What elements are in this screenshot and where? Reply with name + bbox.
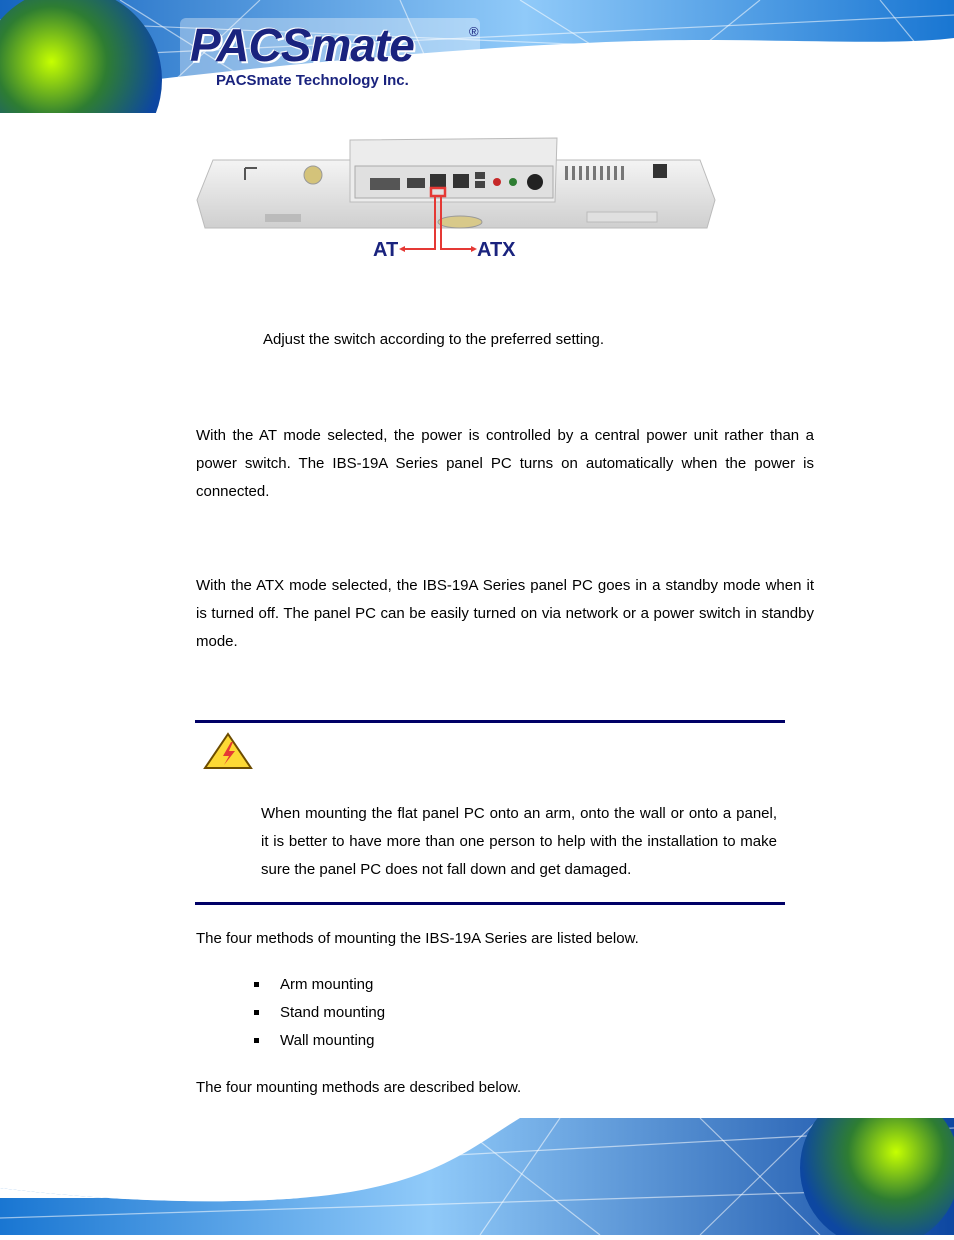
at-mode-paragraph: With the AT mode selected, the power is controlled by a central power unit rather than a power switch. The IBS-19A Series panel PC turns on automatically when the power is connected. xyxy=(196,427,814,500)
warning-triangle-icon xyxy=(203,732,253,770)
list-item: Wall mounting xyxy=(254,1027,385,1055)
at-atx-switch-figure xyxy=(195,130,717,265)
company-name: PACSmate Technology Inc. xyxy=(216,72,409,89)
warning-text: When mounting the flat panel PC onto an arm, onto the wall or onto a panel, it is better to have more than one person to help with the installation to make sure the panel PC does not fall down and get damaged. xyxy=(261,805,777,878)
bullet-icon xyxy=(254,982,259,987)
footer-banner-graphic xyxy=(0,1118,954,1235)
list-item: Stand mounting xyxy=(254,999,385,1027)
label-atx: ATX xyxy=(477,239,516,261)
mounting-methods-list xyxy=(254,971,385,1055)
registered-mark: ® xyxy=(469,24,479,39)
methods-outro: The four mounting methods are described below. xyxy=(196,1079,522,1096)
label-at: AT xyxy=(373,239,399,261)
page-footer xyxy=(0,1118,954,1235)
brand-logo: PACSmate xyxy=(190,19,414,71)
bullet-icon xyxy=(254,1010,259,1015)
page-header xyxy=(0,0,954,113)
warning-bottom-rule xyxy=(195,902,785,905)
warning-top-rule xyxy=(195,720,785,723)
panel-pc-bottom-view xyxy=(195,130,717,265)
atx-mode-paragraph: With the ATX mode selected, the IBS-19A Series panel PC goes in a standby mode when it is turned off. The panel PC can be easily turned on via network or a power switch in standby mode. xyxy=(196,577,814,650)
bullet-icon xyxy=(254,1038,259,1043)
header-banner-graphic xyxy=(0,0,954,113)
methods-intro: The four methods of mounting the IBS-19A Series are listed below. xyxy=(196,930,639,947)
instruction-text: Adjust the switch according to the preferred setting. xyxy=(263,331,605,348)
list-item: Arm mounting xyxy=(254,971,385,999)
